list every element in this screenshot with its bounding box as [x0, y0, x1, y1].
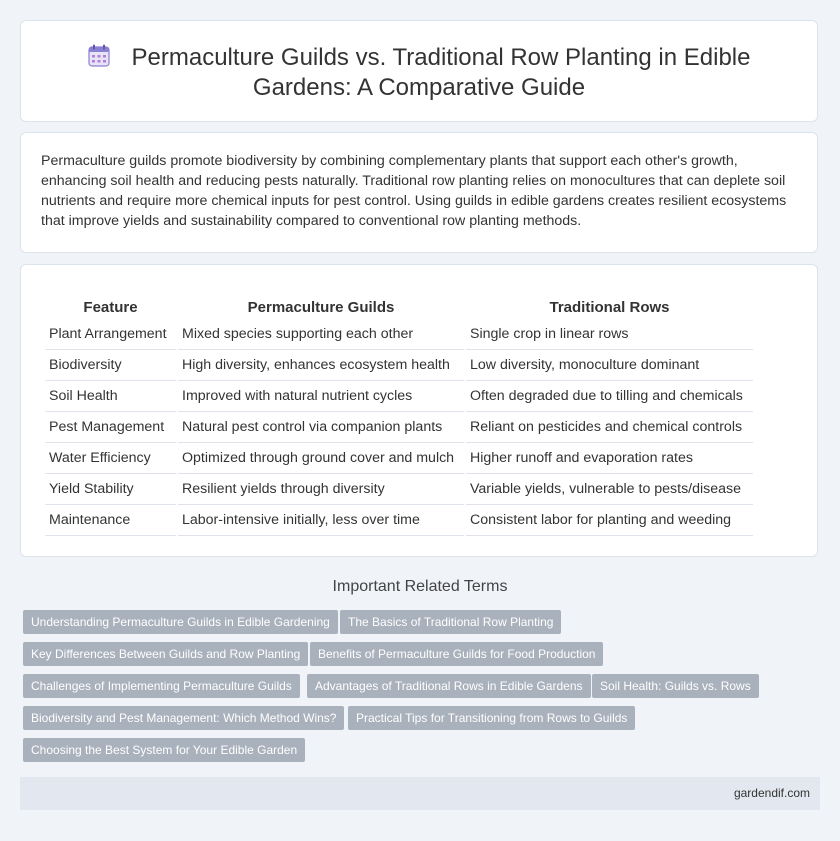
related-tag[interactable]: Advantages of Traditional Rows in Edible Gardens — [307, 674, 591, 698]
title-line-1: Permaculture Guilds vs. Traditional Row Planting in Edible — [131, 44, 751, 71]
table-row — [45, 381, 753, 412]
feature-cell: Maintenance — [45, 505, 176, 536]
footer-site[interactable]: gardendif.com — [733, 786, 810, 800]
title-line-2: Gardens: A Comparative Guide — [252, 74, 586, 101]
rows-cell: Reliant on pesticides and chemical controls — [466, 412, 753, 443]
related-tag[interactable]: The Basics of Traditional Row Planting — [340, 610, 561, 634]
related-tag[interactable]: Choosing the Best System for Your Edible Garden — [23, 738, 305, 762]
intro-text: Permaculture guilds promote biodiversity by combining complementary plants that support each other's growth, enhancing soil health and reducing pests naturally. Traditional row planting relies on monocultures that can deplete soil nutrients and require more chemical inputs for pest control. Using guilds in edible gardens creates resilient ecosystems that improve yields and sustainability compared to conventional row planting methods. — [41, 153, 787, 229]
guilds-cell: Labor-intensive initially, less over time — [178, 505, 464, 536]
guilds-cell: Natural pest control via companion plants — [178, 412, 464, 443]
title-wrap — [21, 43, 817, 103]
header-rows: Traditional Rows — [549, 298, 670, 316]
guilds-cell: Improved with natural nutrient cycles — [178, 381, 464, 412]
related-tag[interactable]: Benefits of Permaculture Guilds for Food Production — [310, 642, 603, 666]
table-row — [45, 474, 753, 505]
table-header-row — [45, 295, 753, 319]
header-guilds: Permaculture Guilds — [247, 298, 395, 316]
guilds-cell: Resilient yields through diversity — [178, 474, 464, 505]
rows-cell: Often degraded due to tilling and chemicals — [466, 381, 753, 412]
rows-cell: Higher runoff and evaporation rates — [466, 443, 753, 474]
related-tag[interactable]: Soil Health: Guilds vs. Rows — [592, 674, 759, 698]
feature-cell: Plant Arrangement — [45, 319, 176, 350]
footer — [20, 777, 820, 810]
rows-cell: Consistent labor for planting and weeding — [466, 505, 753, 536]
related-tag[interactable]: Challenges of Implementing Permaculture Guilds — [23, 674, 300, 698]
related-tag[interactable]: Understanding Permaculture Guilds in Edible Gardening — [23, 610, 338, 634]
related-tag[interactable]: Key Differences Between Guilds and Row Planting — [23, 642, 308, 666]
comparison-card — [20, 264, 818, 557]
table-row — [45, 443, 753, 474]
rows-cell: Variable yields, vulnerable to pests/disease — [466, 474, 753, 505]
feature-cell: Soil Health — [45, 381, 176, 412]
feature-cell: Water Efficiency — [45, 443, 176, 474]
comparison-table — [43, 295, 755, 536]
related-tag[interactable]: Practical Tips for Transitioning from Rows to Guilds — [348, 706, 635, 730]
rows-cell: Single crop in linear rows — [466, 319, 753, 350]
header-feature: Feature — [83, 298, 138, 316]
calendar-icon — [88, 44, 110, 68]
table-row — [45, 350, 753, 381]
related-terms-title: Important Related Terms — [332, 578, 508, 595]
page-title — [88, 43, 751, 103]
guilds-cell: Mixed species supporting each other — [178, 319, 464, 350]
header-card — [20, 20, 818, 122]
rows-cell: Low diversity, monoculture dominant — [466, 350, 753, 381]
feature-cell: Pest Management — [45, 412, 176, 443]
guilds-cell: Optimized through ground cover and mulch — [178, 443, 464, 474]
related-tag[interactable]: Biodiversity and Pest Management: Which Method Wins? — [23, 706, 344, 730]
guilds-cell: High diversity, enhances ecosystem health — [178, 350, 464, 381]
feature-cell: Yield Stability — [45, 474, 176, 505]
table-row — [45, 319, 753, 350]
intro-card — [20, 132, 818, 253]
table-row — [45, 505, 753, 536]
table-row — [45, 412, 753, 443]
feature-cell: Biodiversity — [45, 350, 176, 381]
